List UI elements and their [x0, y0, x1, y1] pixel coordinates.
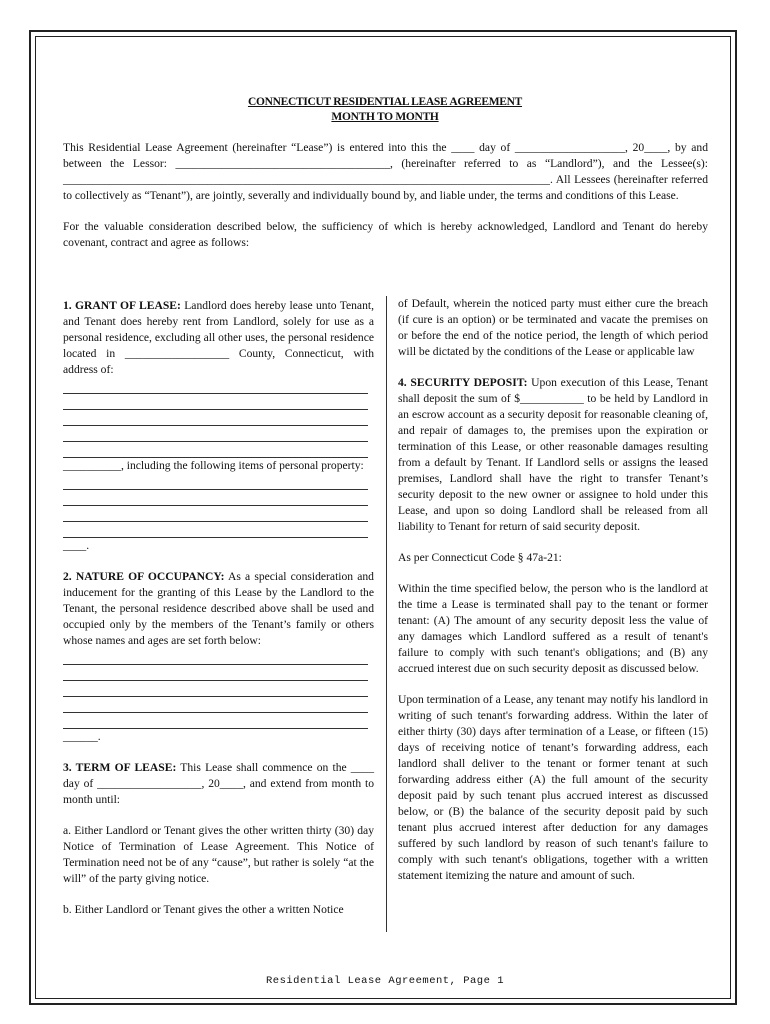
section-heading: 1. GRANT OF LEASE: [63, 299, 181, 312]
code-reference: As per Connecticut Code § 47a-21: [398, 551, 562, 564]
spacer [63, 554, 374, 569]
spacer [398, 566, 708, 581]
spacer [63, 745, 374, 760]
blank-line [63, 713, 368, 729]
intro-section [63, 140, 708, 251]
section-heading: 3. TERM OF LEASE: [63, 761, 177, 774]
section-text: __________, including the following items of personal property: [63, 459, 364, 472]
section-text: Landlord does hereby lease unto Tenant, and Tenant does hereby rent from Landlord, solely for use as a personal residence, excluding all other uses, the personal residence located in __________________ County, Connecticut, with address of: [63, 299, 374, 376]
spacer [398, 535, 708, 550]
blank-line [63, 681, 368, 697]
blank-line [63, 394, 368, 410]
occupant-blank-lines [63, 649, 374, 729]
code-paragraph-2: Upon termination of a Lease, any tenant may notify his landlord in writing of such tenant's forwarding address. Within the later of either thirty (30) days after termination of a Lease, or fifteen (15) days of receiving notice of tenant’s forwarding address, each landlord shall deliver to the tenant or former tenant at such forwarding address either (A) the full amount of the security deposit paid by such tenant plus accrued interest as discussed below, or (B) the balance of the security deposit paid by such tenant plus accrued interest after deduction for any damages suffered by such landlord by reason of such tenant's failure to comply with such tenant's obligations, together with a written statement itemizing the nature and amount of such. [398, 693, 708, 882]
section-text: ____. [63, 539, 90, 552]
section-text: As a special consideration and inducement for the granting of this Lease by the Landlord to the Tenant, the personal residence described above shall be used and occupied only by the members of the Tenant’s family or others whose names and ages are set forth below: [63, 570, 374, 647]
code-paragraph-1: Within the time specified below, the person who is the landlord at the time a Lease is terminated shall pay to the tenant or former tenant: (A) The amount of any security deposit less the value of any damages which Landlord suffered as a result of tenant's failure to comply with such tenant's obligations; and (B) any accrued interest due on such security deposit as discussed below. [398, 582, 708, 675]
left-column [63, 298, 374, 918]
term-clause-b: b. Either Landlord or Tenant gives the other a written Notice [63, 903, 344, 916]
section-heading: 2. NATURE OF OCCUPANCY: [63, 570, 225, 583]
page-footer: Residential Lease Agreement, Page 1 [265, 975, 505, 987]
blank-line [63, 522, 368, 538]
section-text: This Lease shall commence on the ____ day of __________________, 20____, and extend from month to month until: [63, 761, 374, 806]
term-clause-b-continued: of Default, wherein the noticed party must either cure the breach (if cure is an option) or be terminated and vacate the premises on or before the end of the notice period, the length of which period will be dictated by the conditions of the Lease or applicable law [398, 297, 708, 358]
blank-line [63, 506, 368, 522]
section-security-deposit [398, 375, 708, 535]
blank-line [63, 410, 368, 426]
blank-line [63, 378, 368, 394]
section-grant-of-lease [63, 298, 374, 378]
blank-line [63, 442, 368, 458]
section-term-of-lease [63, 760, 374, 808]
document-title: CONNECTICUT RESIDENTIAL LEASE AGREEMENT [247, 96, 523, 108]
spacer [398, 360, 708, 375]
section-heading: 4. SECURITY DEPOSIT: [398, 376, 528, 389]
blank-line [63, 697, 368, 713]
blank-line [63, 474, 368, 490]
column-divider [386, 296, 387, 932]
blank-line [63, 649, 368, 665]
document-subtitle: MONTH TO MONTH [331, 111, 439, 123]
address-blank-lines [63, 378, 374, 458]
spacer [63, 808, 374, 823]
right-column [398, 296, 708, 884]
spacer [398, 677, 708, 692]
intro-paragraph: This Residential Lease Agreement (hereinafter “Lease”) is entered into this the ____ day of ___________________, 20____, by and between the Lessor: _____________________________________, (hereinafter referred to as “Landlord”), and the Lessee(s): ____________________________________________________________________________________. All Lessees (hereinafter referred to collectively as “Tenant”), are jointly, severally and individually bound by, and liable under, the terms and conditions of this Lease. [63, 141, 708, 202]
term-clause-a: a. Either Landlord or Tenant gives the other written thirty (30) day Notice of Termination of Lease Agreement. This Notice of Termination need not be of any “cause”, but rather is solely “at the will” of the party giving notice. [63, 824, 374, 885]
consideration-paragraph: For the valuable consideration described below, the sufficiency of which is hereby acknowledged, Landlord and Tenant do hereby covenant, contract and agree as follows: [63, 220, 708, 249]
section-text: Upon execution of this Lease, Tenant shall deposit the sum of $___________ to be held by Landlord in an escrow account as a security deposit for reasonable cleaning of, and repair of damages to, the premises upon the expiration or termination of this Lease, or other reasonable damages resulting from a default by Tenant. If Landlord sells or assigns the leased premises, Landlord shall have the right to transfer Tenant’s security deposit to the new owner or assignee to hold under this Lease, and upon so doing Landlord shall be released from all liability to Tenant for return of said security deposit. [398, 376, 708, 533]
blank-line [63, 490, 368, 506]
blank-line [63, 665, 368, 681]
property-blank-lines [63, 474, 374, 538]
spacer [63, 887, 374, 902]
section-nature-of-occupancy [63, 569, 374, 649]
blank-line [63, 426, 368, 442]
section-text: ______. [63, 730, 101, 743]
